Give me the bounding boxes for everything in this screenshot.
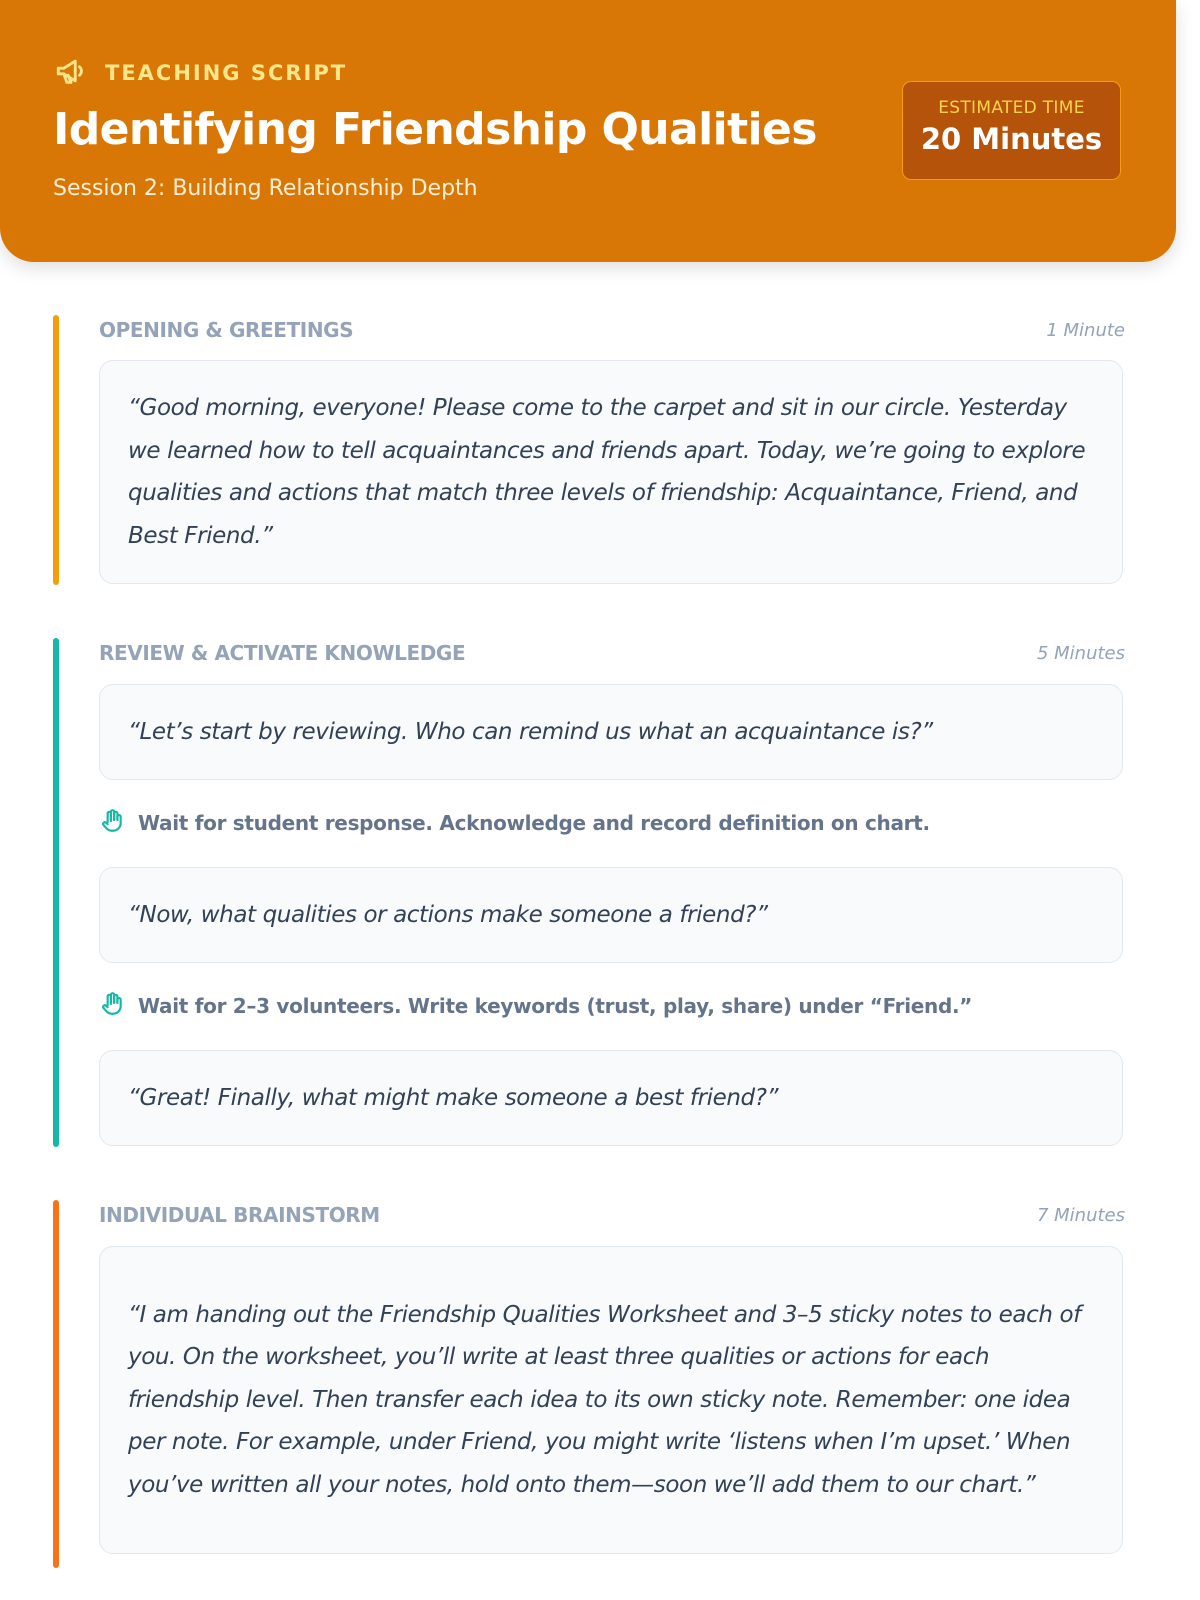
script-quote-text: “I am handing out the Friendship Qualities Worksheet and 3–5 sticky notes to each of you. On the worksheet, you’ll write at least three qualities or actions for each friendship level. Then transfer each idea to its own sticky note. Remember: one idea per note. For example, under Friend, you might write ‘listens when I’m upset.’ When you’ve written all your notes, hold onto them—soon we’ll add them to our chart.”: [128, 1301, 1081, 1498]
script-quote-text: “Great! Finally, what might make someone a best friend?”: [128, 1084, 779, 1111]
instruction-text: Wait for 2–3 volunteers. Write keywords (trust, play, share) under “Friend.”: [138, 994, 973, 1018]
script-quote-text: “Now, what qualities or actions make someone a friend?”: [128, 901, 768, 928]
raised-hand-icon: [99, 808, 138, 839]
section-brainstorm: [0, 1200, 1176, 1568]
section-duration: 7 Minutes: [1036, 1204, 1125, 1226]
script-quote-text: “Good morning, everyone! Please come to the carpet and sit in our circle. Yesterday we learned how to tell acquaintances and friends apart. Today, we’re going to explore qualities and actions that match three levels of friendship: Acquaintance, Friend, and Best Friend.”: [128, 395, 1086, 549]
section-title: OPENING & GREETINGS: [99, 318, 354, 342]
page-subtitle: Session 2: Building Relationship Depth: [53, 176, 478, 201]
instruction-text: Wait for student response. Acknowledge and record definition on chart.: [138, 811, 930, 835]
script-quote: [99, 1246, 1123, 1554]
megaphone-icon: [53, 54, 89, 92]
section-header: [99, 1200, 1125, 1230]
section-header: [99, 315, 1125, 345]
section-title: REVIEW & ACTIVATE KNOWLEDGE: [99, 641, 466, 665]
estimated-time-value: 20 Minutes: [920, 122, 1103, 156]
section-title: INDIVIDUAL BRAINSTORM: [99, 1203, 380, 1227]
teacher-instruction: [99, 991, 972, 1021]
section-opening: [0, 315, 1176, 585]
script-quote: [99, 1050, 1123, 1146]
section-header: [99, 638, 1125, 668]
section-duration: 5 Minutes: [1036, 642, 1125, 664]
section-accent-bar: [53, 1200, 59, 1568]
script-quote: [99, 867, 1123, 963]
kicker: [53, 56, 347, 90]
script-quote-text: “Let’s start by reviewing. Who can remind us what an acquaintance is?”: [128, 718, 933, 745]
estimated-time-label: ESTIMATED TIME: [938, 98, 1085, 118]
section-accent-bar: [53, 638, 59, 1147]
page-title: Identifying Friendship Qualities: [53, 104, 817, 155]
section-duration: 1 Minute: [1046, 319, 1125, 341]
section-review: [0, 638, 1176, 1147]
kicker-label: TEACHING SCRIPT: [105, 61, 348, 85]
raised-hand-icon: [99, 991, 138, 1022]
estimated-time-badge: [902, 81, 1121, 180]
teacher-instruction: [99, 808, 930, 838]
script-quote: [99, 360, 1123, 584]
section-accent-bar: [53, 315, 59, 585]
script-quote: [99, 684, 1123, 780]
header-banner: [0, 0, 1176, 262]
